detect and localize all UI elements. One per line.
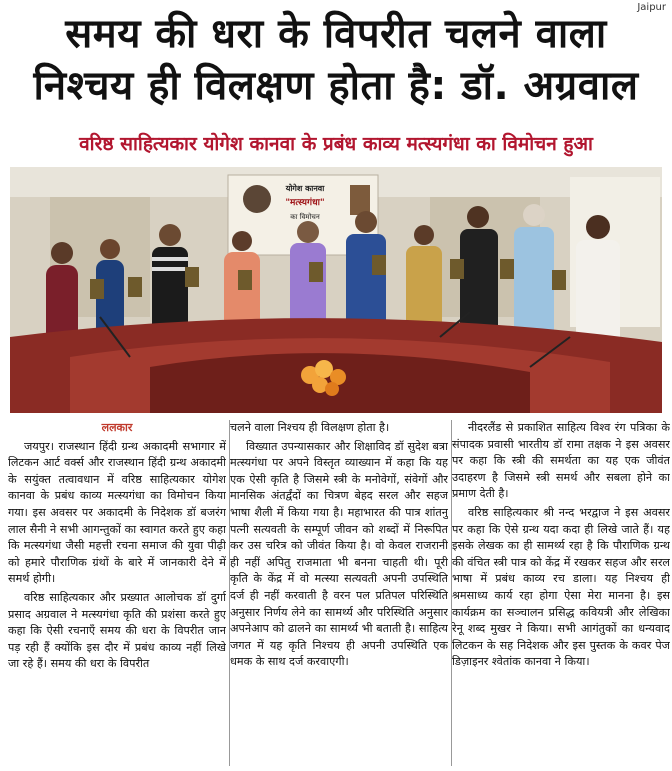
paragraph: जयपुर। राजस्थान हिंदी ग्रन्थ अकादमी सभागार में लिटकन आर्ट वर्क्स और राजस्थान हिंदी ग्रन्थ अकादमी के सयुंक्त तत्वावधान में वरिष्ठ साहित्यकार योगेश कानवा के प्रबंध काव्य मत्स्यगंधा का विमोचन किया गया। इस अवसर पर अकादमी के निदेशक डॉ बजरंग लाल सैनी ने सभी आगन्तुकों का स्वागत करते हुए कहा कि मत्स्यगंधा जैसी महत्ती रचना समाज की युवा पीढ़ी को हमारे पौराणिक ग्रंथों के बारे में जानकारी देने में समर्थ होगी। [8,439,226,586]
banner-line3: का विमोचन [290,213,320,221]
article-column-1 [8,420,226,768]
article-column-2 [230,420,448,768]
paragraph: नीदरलैंड से प्रकाशित साहित्य विश्व रंग पत्रिका के संपादक प्रवासी भारतीय डॉ रामा तक्षक ने इस अवसर पर कहा कि स्त्री की समर्थता का यह एक जीवंत उदाहरण है जिसमे स्त्री समर्थ और सबला होने का प्रमाण देती है। [452,421,670,501]
column-divider [451,420,452,766]
banner-book-icon [350,185,370,215]
event-photo [10,167,662,413]
article-body [8,420,670,768]
paragraph: चलने वाला निश्चय ही विलक्षण होता है। [230,421,390,434]
headline-line2: निश्चय ही विलक्षण होता है: डॉ. अग्रवाल [33,63,639,109]
banner-line1: योगेश कानवा [285,184,325,193]
dateline: Jaipur [637,2,666,13]
subhead: वरिष्ठ साहित्यकार योगेश कानवा के प्रबंध काव्य मत्स्यगंधा का विमोचन हुआ [79,133,593,155]
paragraph: वरिष्ठ साहित्यकार और प्रख्यात आलोचक डॉ दुर्गा प्रसाद अग्रवाल ने मत्स्यगंधा कृति की प्रशंसा करते हुए कहा कि ऐसी रचनाएँ समय की धरा के विपरीत जान पड़ रही हैं क्योंकि इस दौर में प्रबंध काव्य नहीं लिखे जा रहे हैं। समय की धरा के विपरीत [8,590,226,671]
byline: ललकार [101,421,133,434]
headline-line1: समय की धरा के विपरीत चलने वाला [65,11,607,57]
banner-portrait [243,185,271,213]
banner-line2: "मत्स्यगंधा" [285,198,325,208]
paragraph: वरिष्ठ साहित्यकार श्री नन्द भरद्वाज ने इस अवसर पर कहा कि ऐसे ग्रन्थ यदा कदा ही लिखे जाते हैं। यह इसके लेखक का ही सामर्थ्य रहा है कि पौराणिक ग्रन्थ की वंचित स्त्री पात्र को केंद्र में रखकर सहज और सरल भाषा में प्रबंध काव्य रच डाला। यह निश्चय ही श्रमसाध्य कार्य रहा होगा ऐसा मेरा मानना है। इस कार्यक्रम का सञ्चालन प्रसिद्ध कवियत्री और लेखिका रेनू शब्द मुखर ने किया। सभी आगंतुकों का धन्यवाद लिटकन के सह निदेशक और इस पुस्तक के कवर पेज डिज़ाइनर श्वेतांक कानवा ने किया। [452,505,670,669]
column-divider [229,420,230,766]
article-column-3 [452,420,670,768]
photo-illustration [10,167,662,413]
paragraph: विख्यात उपन्यासकार और शिक्षाविद डॉ सुदेश बत्रा मत्स्यगंधा पर अपने विस्तृत व्याख्यान में कहा कि यह एक ऐसी कृति है जिसमे स्त्री के मनोवेगों, संवेगों और मानसिक अंतर्द्वंदों का चित्रण बेहद सरल और सहज भाषा शैली में किया गया है। महाभारत की पात्र शांतनु पत्नी सत्यवती के सम्पूर्ण जीवन को शब्दों में निरूपित कर उस चरित्र को जीवंत किया है। वो केवल राजरानी ही नहीं अपितु राजमाता भी बनना चाहती थी। पूरी कृति के केंद्र में वो मत्स्या सत्यवती अपनी उपस्थिति दर्ज ही नहीं करवाती है वरन पल प्रतिपल परिस्थिति अनुसार निर्णय लेने का सामर्थ्य और परिस्थिति अनुसार अपनेआप को ढालने का सामर्थ्य भी बताती है। साहित्य जगत में यह कृति निश्चय ही अपनी उपस्थिति एक धमक के साथ दर्ज करवाएगी। [230,439,448,669]
